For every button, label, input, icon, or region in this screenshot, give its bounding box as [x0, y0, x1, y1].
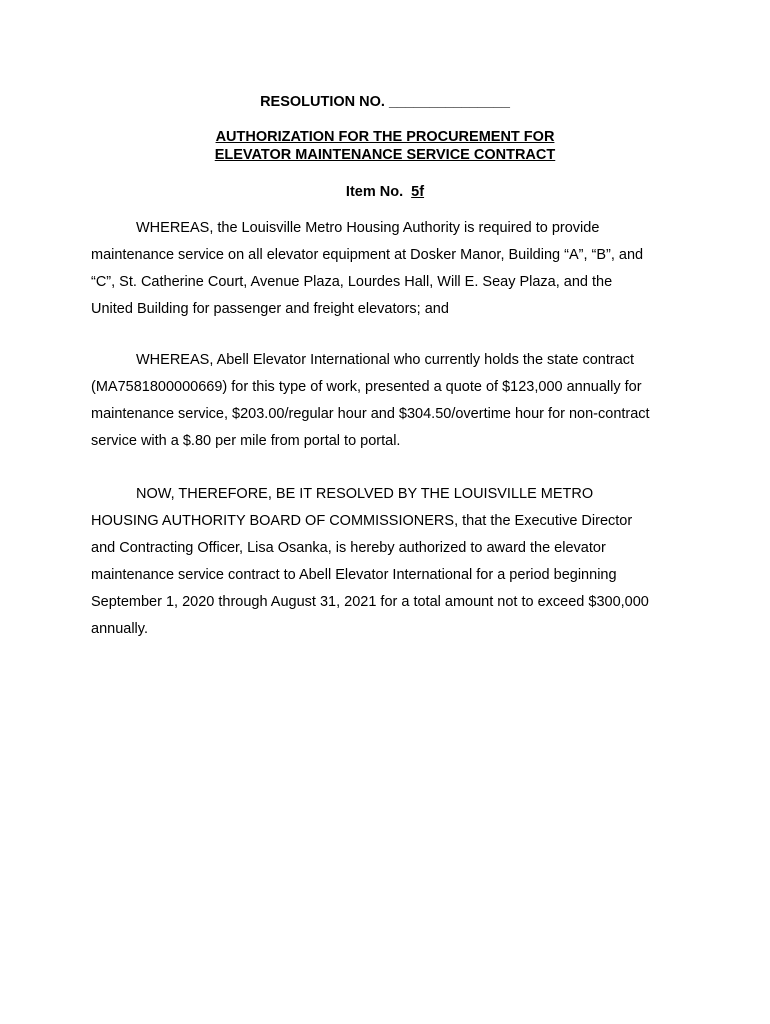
paragraph-line: “C”, St. Catherine Court, Avenue Plaza, Lourdes Hall, Will E. Seay Plaza, and the	[91, 274, 613, 290]
resolution-number-blank: _______________	[388, 94, 510, 110]
paragraph-line: United Building for passenger and freight elevators; and	[91, 301, 449, 317]
paragraph-line: (MA7581800000669) for this type of work, presented a quote of $123,000 annually for	[91, 379, 642, 395]
paragraph-line: maintenance service, $203.00/regular hour and $304.50/overtime hour for non-contract	[91, 406, 650, 422]
whereas-paragraph-1	[91, 215, 691, 323]
paragraph-line: WHEREAS, the Louisville Metro Housing Authority is required to provide	[136, 220, 600, 236]
resolution-label: RESOLUTION NO.	[260, 94, 385, 110]
paragraph-line: maintenance service on all elevator equipment at Dosker Manor, Building “A”, “B”, and	[91, 247, 644, 263]
resolution-heading	[0, 93, 770, 111]
paragraph-line: September 1, 2020 through August 31, 2021 for a total amount not to exceed $300,000	[91, 594, 649, 610]
paragraph-line: WHEREAS, Abell Elevator International who currently holds the state contract	[136, 352, 635, 368]
paragraph-line: and Contracting Officer, Lisa Osanka, is hereby authorized to award the elevator	[91, 540, 606, 556]
whereas-paragraph-2	[91, 347, 691, 455]
item-label: Item No.	[345, 184, 404, 200]
paragraph-line: service with a $.80 per mile from portal to portal.	[91, 433, 401, 449]
resolved-paragraph	[91, 481, 691, 643]
item-number: 5f	[411, 184, 425, 200]
paragraph-line: annually.	[91, 621, 148, 637]
paragraph-line: NOW, THEREFORE, BE IT RESOLVED BY THE LOUISVILLE METRO	[136, 486, 594, 502]
document-title	[0, 128, 770, 164]
paragraph-line: maintenance service contract to Abell Elevator International for a period beginning	[91, 567, 617, 583]
item-number-heading	[0, 183, 770, 201]
paragraph-line: HOUSING AUTHORITY BOARD OF COMMISSIONERS, that the Executive Director	[91, 513, 633, 529]
title-line-2: ELEVATOR MAINTENANCE SERVICE CONTRACT	[214, 147, 556, 163]
title-line-1: AUTHORIZATION FOR THE PROCUREMENT FOR	[215, 129, 555, 145]
